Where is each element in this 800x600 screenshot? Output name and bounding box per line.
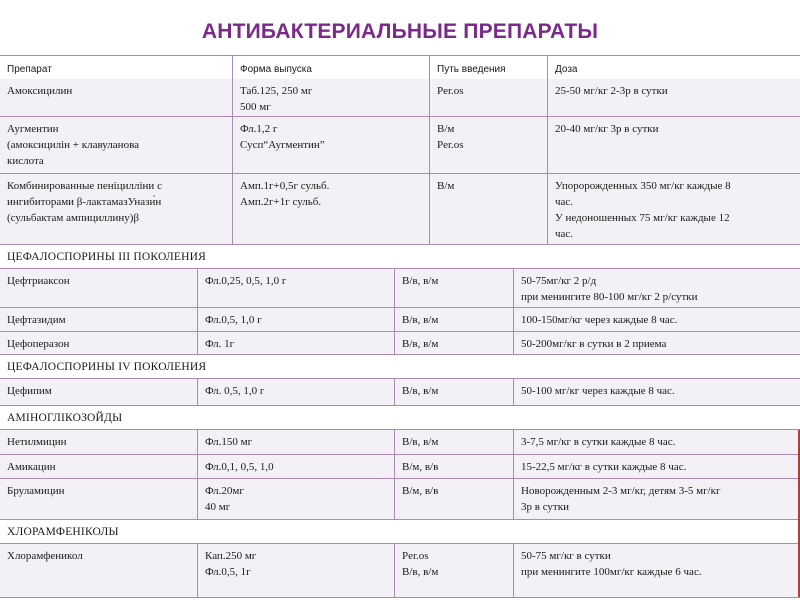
cell-dose: Новорожденным 2-3 мг/кг, детям 3-5 мг/кг 3р в сутки xyxy=(513,479,800,519)
cell-drug: Амоксицилин xyxy=(7,85,73,97)
section-label: ЦЕФАЛОСПОРИНЫ IV ПОКОЛЕНИЯ xyxy=(7,361,207,373)
table-row xyxy=(0,117,800,174)
cell-form: Фл.0,25, 0,5, 1,0 г xyxy=(197,269,394,307)
cell-route: В/м, в/в xyxy=(394,455,513,478)
cell-drug: Нетилмицин xyxy=(7,436,67,448)
section-header-chloramphenicols xyxy=(0,520,800,544)
cell-drug: Комбинированные пеніцилліни с ингибиторами β-лактамазУнази́н (сульбактам ампициллину)β xyxy=(7,180,162,224)
cell-dose: 50-75 мг/кг в сутки при менингите 100мг/кг каждые 6 час. xyxy=(513,544,800,597)
cell-route: В/в, в/м xyxy=(394,269,513,307)
cell-drug: Цефипим xyxy=(7,385,52,397)
cell-dose: Упоророжденных 350 мг/кг каждые 8 час. У недоношенных 75 мг/кг каждые 12 час. xyxy=(547,174,800,244)
page-title: АНТИБАКТЕРИАЛЬНЫЕ ПРЕПАРАТЫ xyxy=(201,20,599,43)
cell-route: В/в, в/м xyxy=(394,430,513,454)
cell-drug: Аугментин (амоксицилін + клавуланова кислота xyxy=(7,123,139,167)
cell-drug: Амикацин xyxy=(7,461,56,473)
cell-route: В/в, в/м xyxy=(394,379,513,405)
section-label: АМІНОГЛІКОЗОЙДЫ xyxy=(7,412,123,424)
cell-route: Per.os В/в, в/м xyxy=(394,544,513,597)
cell-drug: Цефтазидим xyxy=(7,314,66,326)
cell-form: Фл.1,2 г Сусп“Аугментин” xyxy=(232,117,429,173)
header-form: Форма выпуска xyxy=(232,56,429,79)
table-row xyxy=(0,479,800,520)
table-row xyxy=(0,332,800,355)
cell-route: В/м Per.os xyxy=(429,117,547,173)
cell-dose: 3-7,5 мг/кг в сутки каждые 8 час. xyxy=(513,430,800,454)
table-row xyxy=(0,79,800,117)
header-route: Путь введения xyxy=(429,56,547,79)
cell-form: Фл.20мг 40 мг xyxy=(197,479,394,519)
cell-form: Кап.250 мг Фл.0,5, 1г xyxy=(197,544,394,597)
table-row xyxy=(0,379,800,406)
cell-form: Амп.1г+0,5г сульб. Амп.2г+1г сульб. xyxy=(232,174,429,244)
cell-form: Фл. 1г xyxy=(197,332,394,354)
cell-dose: 50-100 мг/кг через каждые 8 час. xyxy=(513,379,800,405)
cell-dose: 25-50 мг/кг 2-3р в сутки xyxy=(547,79,800,116)
cell-route: Per.os xyxy=(429,79,547,116)
cell-dose: 50-75мг/кг 2 р/д при менингите 80-100 мг/кг 2 р/сутки xyxy=(513,269,800,307)
cell-form: Таб.125, 250 мг 500 мг xyxy=(232,79,429,116)
cell-form: Фл.0,1, 0,5, 1,0 xyxy=(197,455,394,478)
table-row xyxy=(0,269,800,308)
cell-form: Фл.0,5, 1,0 г xyxy=(197,308,394,331)
table-row xyxy=(0,174,800,245)
cell-drug: Цефтриаксон xyxy=(7,275,70,287)
section-header-cephalosporins-4 xyxy=(0,355,800,379)
cell-form: Фл. 0,5, 1,0 г xyxy=(197,379,394,405)
section-header-aminoglycosides xyxy=(0,406,800,430)
cell-form: Фл.150 мг xyxy=(197,430,394,454)
cell-dose: 50-200мг/кг в сутки в 2 приема xyxy=(513,332,800,354)
table-row xyxy=(0,430,800,455)
cell-route: В/м xyxy=(429,174,547,244)
cell-dose: 100-150мг/кг через каждые 8 час. xyxy=(513,308,800,331)
cell-drug: Хлорамфеникол xyxy=(7,550,83,562)
cell-dose: 15-22,5 мг/кг в сутки каждые 8 час. xyxy=(513,455,800,478)
header-drug: Препарат xyxy=(7,64,52,75)
cell-route: В/в, в/м xyxy=(394,332,513,354)
table-row xyxy=(0,455,800,479)
table-row xyxy=(0,308,800,332)
header-dose: Доза xyxy=(547,56,800,79)
section-label: ЦЕФАЛОСПОРИНЫ III ПОКОЛЕНИЯ xyxy=(7,251,207,263)
section-header-cephalosporins-3 xyxy=(0,245,800,269)
cell-dose: 20-40 мг/кг 3р в сутки xyxy=(547,117,800,173)
cell-drug: Цефоперазон xyxy=(7,338,70,350)
cell-route: В/в, в/м xyxy=(394,308,513,331)
table-row xyxy=(0,544,800,598)
section-label: ХЛОРАМФЕНІКОЛЫ xyxy=(7,526,119,538)
table-header-row xyxy=(0,55,800,80)
drug-table xyxy=(0,55,800,599)
cell-route: В/м, в/в xyxy=(394,479,513,519)
cell-drug: Бруламицин xyxy=(7,485,65,497)
